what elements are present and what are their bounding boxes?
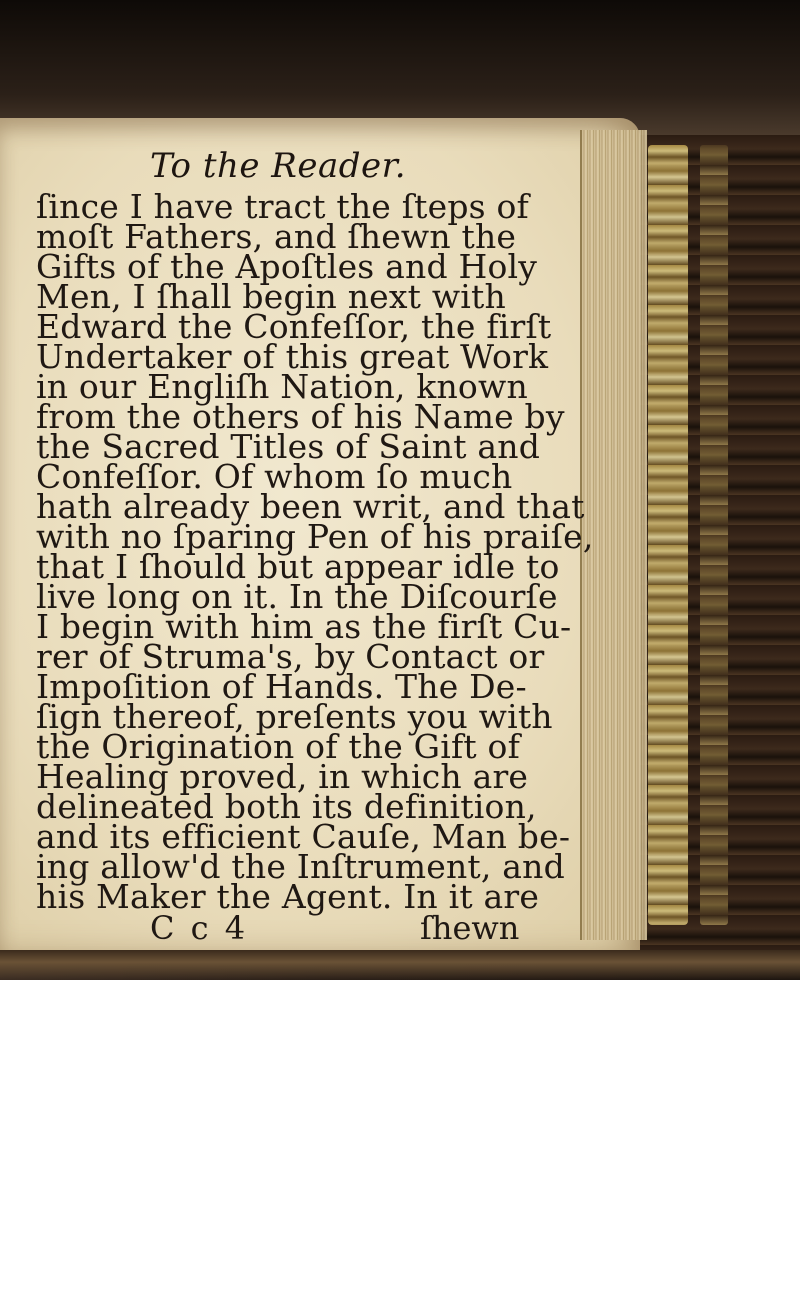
- text-line: ſign thereof, preſents you with: [36, 697, 553, 736]
- text-line: Impoſition of Hands. The De-: [36, 667, 527, 706]
- text-line: the Origination of the Gift of: [36, 727, 521, 766]
- text-line: his Maker the Agent. In it are: [36, 877, 540, 916]
- text-line: the Sacred Titles of Saint and: [36, 427, 541, 466]
- text-line: Confeſſor. Of whom ſo much: [36, 457, 513, 496]
- gilt-fore-edge-inner: [700, 145, 728, 925]
- text-line: and its efficient Cauſe, Man be-: [36, 817, 571, 856]
- text-line: Edward the Confeſſor, the firſt: [36, 307, 552, 346]
- text-line: rer of Struma's, by Contact or: [36, 637, 545, 676]
- text-line: with no ſparing Pen of his praiſe,: [36, 517, 594, 556]
- gilt-fore-edge: [648, 145, 688, 925]
- text-line: ſince I have tract the ſteps of: [36, 187, 529, 226]
- text-line: delineated both its definition,: [36, 787, 537, 826]
- text-line: I begin with him as the firſt Cu-: [36, 607, 572, 646]
- text-line: from the others of his Name by: [36, 397, 565, 436]
- text-line: that I ſhould but appear idle to: [36, 547, 560, 586]
- signature-mark: C c 4: [150, 909, 249, 947]
- text-line: moſt Fathers, and ſhewn the: [36, 217, 517, 256]
- catchword: ſhewn: [420, 909, 520, 947]
- text-line: hath already been writ, and that: [36, 487, 585, 526]
- text-line: in our Engliſh Nation, known: [36, 367, 528, 406]
- text-line: Gifts of the Apoſtles and Holy: [36, 247, 538, 286]
- text-line: Men, I ſhall begin next with: [36, 277, 506, 316]
- text-line: Undertaker of this great Work: [36, 337, 549, 376]
- text-line: ing allow'd the Inſtrument, and: [36, 847, 565, 886]
- text-line: Healing proved, in which are: [36, 757, 529, 796]
- running-head: To the Reader.: [150, 146, 407, 186]
- text-line: live long on it. In the Diſcourſe: [36, 577, 558, 616]
